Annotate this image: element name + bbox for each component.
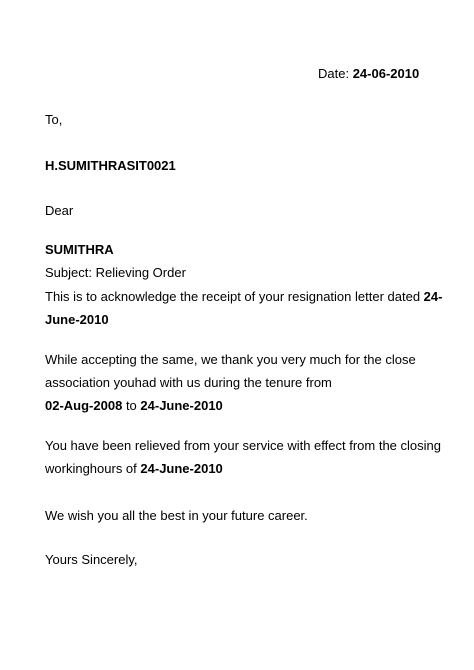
- recipient-name: SUMITHRA: [45, 242, 114, 257]
- relieved-date: 24-June-2010: [140, 461, 223, 476]
- acceptance-line-2: association youhad with us during the tenure from: [45, 375, 332, 390]
- wishes-line: We wish you all the best in your future career.: [45, 508, 308, 523]
- recipient-id: H.SUMITHRASIT0021: [45, 158, 176, 173]
- relieved-text: workinghours of: [45, 461, 137, 476]
- letter-date: [318, 66, 419, 82]
- date-label: Date:: [318, 66, 350, 81]
- tenure-to-date: 24-June-2010: [140, 398, 223, 413]
- date-value: 24-06-2010: [352, 66, 420, 81]
- acknowledgement-text: This is to acknowledge the receipt of your resignation letter dated: [45, 289, 421, 304]
- subject-line: Subject: Relieving Order: [45, 265, 186, 280]
- salutation: Dear: [45, 203, 74, 218]
- tenure-to-word: to: [125, 398, 137, 413]
- closing-line: Yours Sincerely,: [45, 552, 138, 567]
- to-label: To,: [45, 112, 63, 127]
- tenure-line: [45, 398, 223, 414]
- resignation-date-part-1: 24-: [423, 289, 443, 304]
- acknowledgement-line-1: [45, 289, 442, 305]
- resignation-date-part-2: June-2010: [45, 312, 109, 327]
- relieved-line-2: [45, 461, 223, 477]
- relieved-line-1: You have been relieved from your service with effect from the closing: [45, 438, 441, 453]
- acceptance-line-1: While accepting the same, we thank you very much for the close: [45, 352, 416, 367]
- tenure-from-date: 02-Aug-2008: [45, 398, 123, 413]
